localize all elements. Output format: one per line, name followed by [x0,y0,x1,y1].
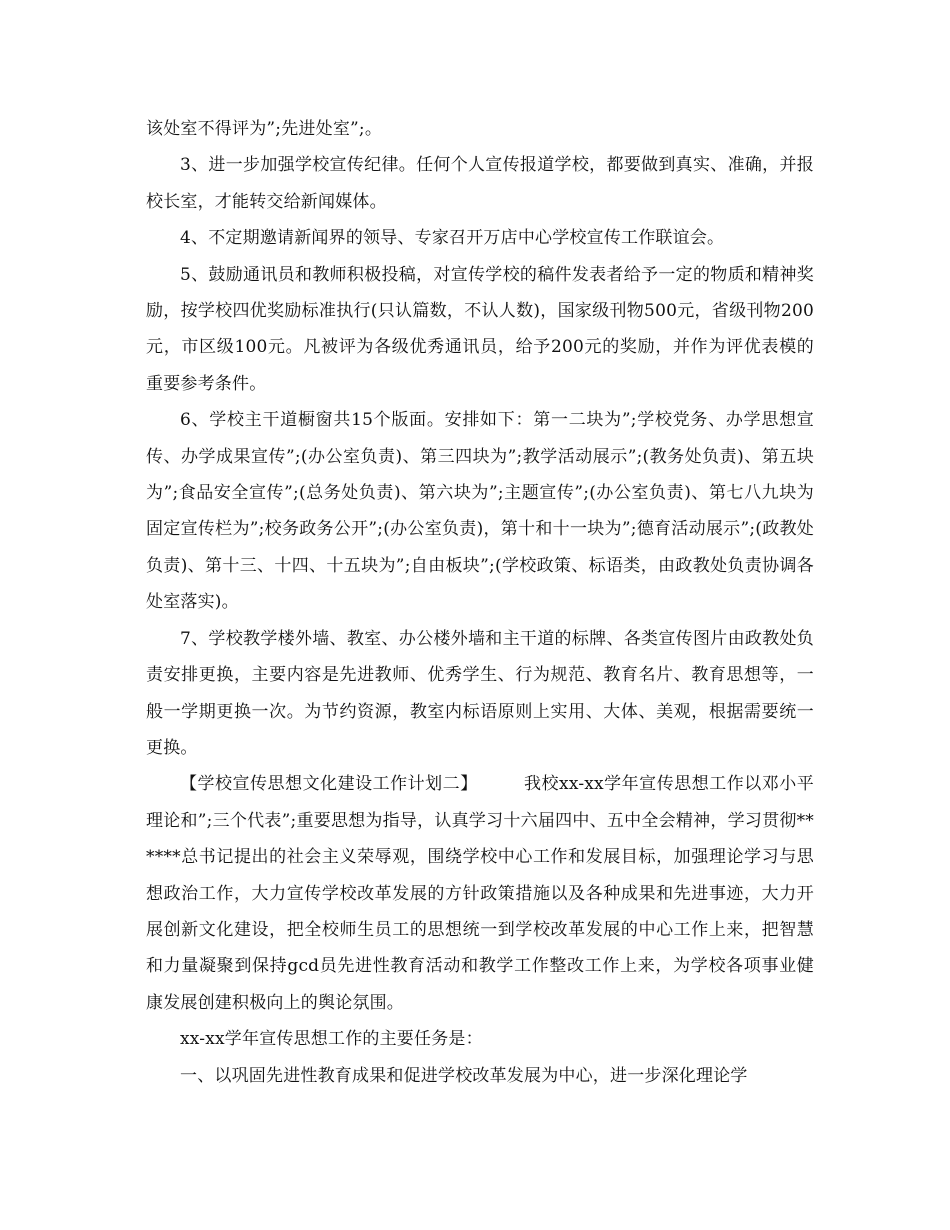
paragraph-item-5: 5、鼓励通讯员和教师积极投稿，对宣传学校的稿件发表者给予一定的物质和精神奖励，按学校四优奖励标准执行(只认篇数，不认人数)，国家级刊物500元，省级刊物200元，市区级100元。凡被评为各级优秀通讯员，给予200元的奖励，并作为评优表模的重要参考条件。 [146,264,814,394]
paragraph-item-3: 3、进一步加强学校宣传纪律。任何个人宣传报道学校，都要做到真实、准确，并报校长室，才能转交给新闻媒体。 [146,155,814,212]
plan-intro: 我校xx-xx学年宣传思想工作以邓小平理论和”;三个代表”;重要思想为指导，认真学习十六届四中、五中全会精神，学习贯彻******总书记提出的社会主义荣辱观，围绕学校中心工作和发展目标，加强理论学习与思想政治工作，大力宣传学校改革发展的方针政策措施以及各种成果和先进事迹，大力开展创新文化建设，把全校师生员工的思想统一到学校改革发展的中心工作上来，把智慧和力量凝聚到保持gcd员先进性教育活动和教学工作整改工作上来，为学校各项事业健康发展创建积极向上的舆论氛围。 [146,774,814,1013]
tasks-intro: xx-xx学年宣传思想工作的主要任务是： [180,1029,483,1050]
paragraph-item-6: 6、学校主干道橱窗共15个版面。安排如下：第一二块为”;学校党务、办学思想宣传、办学成果宣传”;(办公室负责)、第三四块为”;教学活动展示”;(教务处负责)、第五块为”;食品安全宣传”;(总务处负责)、第六块为”;主题宣传”;(办公室负责)、第七八九块为固定宣传栏为”;校务政务公开”;(办公室负责)，第十和十一块为”;德育活动展示”;(政教处负责)、第十三、十四、十五块为”;自由板块”;(学校政策、标语类，由政教处负责协调各处室落实)。 [146,410,814,613]
plan-two-paragraph [146,766,814,1021]
task-one: 一、以巩固先进性教育成果和促进学校改革发展为中心，进一步深化理论学 [180,1065,748,1086]
paragraph-item-4: 4、不定期邀请新闻界的领导、专家召开万店中心学校宣传工作联谊会。 [180,228,725,249]
document-body [146,111,814,1094]
paragraph-continuation: 该处室不得评为”;先进处室”;。 [146,119,383,139]
paragraph-item-7: 7、学校教学楼外墙、教室、办公楼外墙和主干道的标牌、各类宣传图片由政教处负责安排更换，主要内容是先进教师、优秀学生、行为规范、教育名片、教育思想等，一般一学期更换一次。为节约资源，教室内标语原则上实用、大体、美观，根据需要统一更换。 [146,628,814,758]
plan-heading: 【学校宣传思想文化建设工作计划二】 [180,774,478,795]
